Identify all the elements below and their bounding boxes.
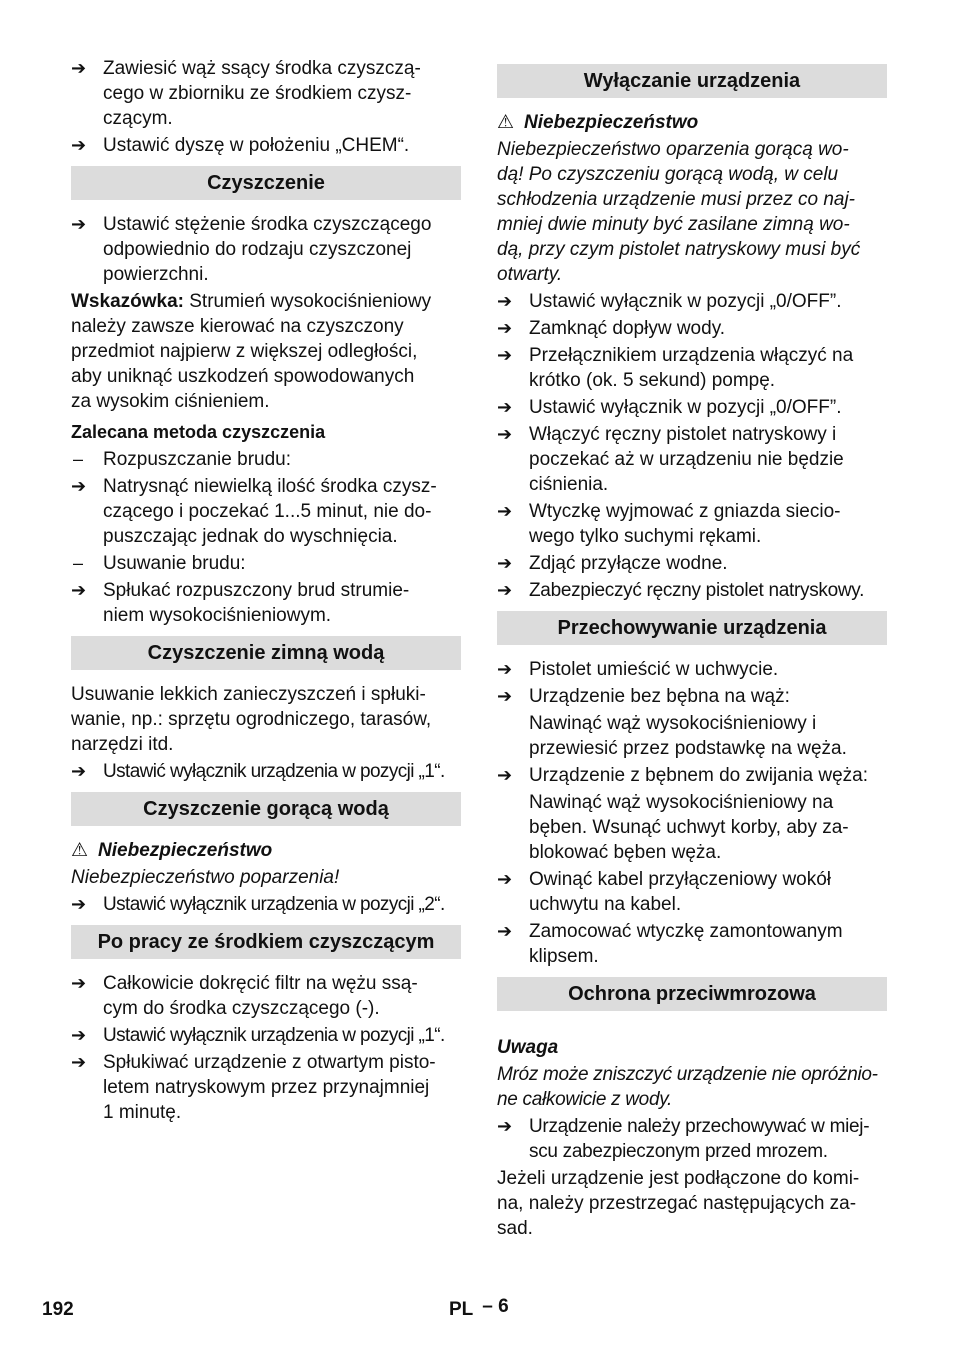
instruction-line: scu zabezpieczonym przed mrozem. xyxy=(529,1141,828,1162)
instruction-line: Przełącznikiem urządzenia włączyć na xyxy=(529,345,854,366)
instruction-item xyxy=(497,289,887,314)
instruction-line: niem wysokociśnieniowym. xyxy=(103,605,332,626)
arrow-icon: ➔ xyxy=(71,214,87,234)
danger-text xyxy=(497,137,887,287)
paragraph-line: na, należy przestrzegać następujących za- xyxy=(497,1193,857,1214)
instruction-line: Zamknąć dopływ wody. xyxy=(529,318,726,339)
left-column xyxy=(71,56,461,1127)
arrow-icon: ➔ xyxy=(497,424,513,444)
section-heading-after-detergent: Po pracy ze środkiem czyszczącym xyxy=(71,925,461,959)
paragraph-line: narzędzi itd. xyxy=(71,734,174,755)
instruction-line: ciśnienia. xyxy=(529,474,609,495)
instruction-line: Urządzenie należy przechowywać w miej- xyxy=(529,1116,870,1137)
dash-text: Usuwanie brudu: xyxy=(103,553,246,574)
instruction-line: powierzchni. xyxy=(103,264,209,285)
right-column xyxy=(497,56,887,1243)
instruction-line: blokować bęben węża. xyxy=(529,842,722,863)
arrow-icon: ➔ xyxy=(497,686,513,706)
arrow-icon: ➔ xyxy=(497,869,513,889)
instruction-item xyxy=(497,578,887,603)
arrow-icon: ➔ xyxy=(71,973,87,993)
arrow-icon: ➔ xyxy=(71,1052,87,1072)
note-line: należy zawsze kierować na czyszczony xyxy=(71,316,404,337)
instruction-line: Ustawić wyłącznik urządzenia w pozycji „2“. xyxy=(103,894,445,915)
arrow-icon: ➔ xyxy=(71,1025,87,1045)
arrow-icon: ➔ xyxy=(497,397,513,417)
instruction-item xyxy=(497,422,887,497)
danger-label: Niebezpieczeństwo xyxy=(98,840,273,861)
warning-icon: ⚠ xyxy=(71,840,89,861)
instruction-continuation xyxy=(497,790,887,865)
arrow-icon: ➔ xyxy=(497,345,513,365)
danger-line: schłodzenia urządzenie musi przez co naj- xyxy=(497,189,856,210)
instruction-item xyxy=(497,499,887,549)
paragraph-line: sad. xyxy=(497,1218,533,1239)
arrow-icon: ➔ xyxy=(497,921,513,941)
paragraph-line: wanie, np.: sprzętu ogrodniczego, tarasów, xyxy=(71,709,432,730)
instruction-line: Całkowicie dokręcić filtr na wężu ssą- xyxy=(103,973,418,994)
instruction-line: Natrysnąć niewielką ilość środka czysz- xyxy=(103,476,437,497)
section-heading-hot-water: Czyszczenie gorącą wodą xyxy=(71,792,461,826)
arrow-icon: ➔ xyxy=(71,761,87,781)
instruction-line: wego tylko suchymi rękami. xyxy=(529,526,762,547)
caution-text xyxy=(497,1062,887,1112)
page-language-indicator xyxy=(449,1297,509,1322)
instruction-line: cym do środka czyszczącego (-). xyxy=(103,998,380,1019)
instruction-line: Urządzenie z bębnem do zwijania węża: xyxy=(529,765,869,786)
note-line: za wysokim ciśnieniem. xyxy=(71,391,270,412)
instruction-item xyxy=(71,56,461,131)
instruction-line: Ustawić wyłącznik w pozycji „0/OFF”. xyxy=(529,291,842,312)
instruction-line: 1 minutę. xyxy=(103,1102,182,1123)
instruction-line: Zdjąć przyłącze wodne. xyxy=(529,553,728,574)
instruction-line: Spłukiwać urządzenie z otwartym pisto- xyxy=(103,1052,436,1073)
arrow-icon: ➔ xyxy=(71,476,87,496)
danger-title xyxy=(497,110,887,135)
language-code: PL xyxy=(449,1299,473,1320)
page-number: 192 xyxy=(42,1299,74,1320)
instruction-line: przewiesić przez podstawkę na węża. xyxy=(529,738,847,759)
instruction-line: Wtyczkę wyjmować z gniazda siecio- xyxy=(529,501,841,522)
instruction-line: poczekać aż w urządzeniu nie będzie xyxy=(529,449,844,470)
instruction-item xyxy=(497,867,887,917)
note-line: przedmiot najpierw z większej odległości, xyxy=(71,341,418,362)
arrow-icon: ➔ xyxy=(497,765,513,785)
instruction-line: bęben. Wsunąć uchwyt korby, aby za- xyxy=(529,817,849,838)
section-heading-cold-water: Czyszczenie zimną wodą xyxy=(71,636,461,670)
instruction-line: Nawinąć wąż wysokociśnieniowy na xyxy=(529,792,834,813)
dash-item xyxy=(71,551,461,576)
instruction-line: Ustawić wyłącznik urządzenia w pozycji „1“. xyxy=(103,1025,445,1046)
arrow-icon: ➔ xyxy=(71,580,87,600)
arrow-icon: ➔ xyxy=(497,318,513,338)
danger-line: mniej dwie minuty być zasilane zimną wo- xyxy=(497,214,850,235)
instruction-line: Ustawić wyłącznik w pozycji „0/OFF”. xyxy=(529,397,842,418)
instruction-line: Ustawić dyszę w położeniu „CHEM“. xyxy=(103,135,410,156)
section-heading-cleaning: Czyszczenie xyxy=(71,166,461,200)
instruction-continuation xyxy=(497,711,887,761)
instruction-line: Owinąć kabel przyłączeniowy wokół xyxy=(529,869,832,890)
instruction-item xyxy=(497,657,887,682)
instruction-line: Zamocować wtyczkę zamontowanym xyxy=(529,921,843,942)
instruction-line: puszczając jednak do wyschnięcia. xyxy=(103,526,398,547)
instruction-item xyxy=(71,133,461,158)
danger-line: Niebezpieczeństwo oparzenia gorącą wo- xyxy=(497,139,849,160)
section-heading-storage: Przechowywanie urządzenia xyxy=(497,611,887,645)
danger-line: dą! Po czyszczeniu gorącą wodą, w celu xyxy=(497,164,839,185)
instruction-line: Ustawić stężenie środka czyszczącego xyxy=(103,214,432,235)
instruction-line: Zawiesić wąż ssący środka czyszczą- xyxy=(103,58,421,79)
instruction-line: Ustawić wyłącznik urządzenia w pozycji „1“. xyxy=(103,761,445,782)
cold-water-paragraph xyxy=(71,682,461,757)
instruction-item xyxy=(71,212,461,287)
arrow-icon: ➔ xyxy=(497,1116,513,1136)
instruction-line: cego w zbiorniku ze środkiem czysz- xyxy=(103,83,412,104)
instruction-line: Zabezpieczyć ręczny pistolet natryskowy. xyxy=(529,580,865,601)
instruction-line: Włączyć ręczny pistolet natryskowy i xyxy=(529,424,837,445)
paragraph-line: Usuwanie lekkich zanieczyszczeń i spłuki- xyxy=(71,684,426,705)
instruction-item xyxy=(71,578,461,628)
instruction-line: letem natryskowym przez przynajmniej xyxy=(103,1077,430,1098)
instruction-item xyxy=(71,759,461,784)
caution-title: Uwaga xyxy=(497,1037,559,1058)
section-heading-switch-off: Wyłączanie urządzenia xyxy=(497,64,887,98)
instruction-line: czącego i poczekać 1...5 minut, nie do- xyxy=(103,501,432,522)
danger-label: Niebezpieczeństwo xyxy=(524,112,699,133)
dash-icon: – xyxy=(73,449,84,469)
instruction-item xyxy=(497,919,887,969)
instruction-item xyxy=(71,1023,461,1048)
instruction-item xyxy=(497,551,887,576)
note-paragraph xyxy=(71,289,461,414)
instruction-item xyxy=(71,474,461,549)
section-heading-frost: Ochrona przeciwmrozowa xyxy=(497,977,887,1011)
dash-text: Rozpuszczanie brudu: xyxy=(103,449,291,470)
arrow-icon: ➔ xyxy=(497,291,513,311)
instruction-item xyxy=(497,763,887,788)
note-text: Strumień wysokociśnieniowy xyxy=(183,291,432,312)
danger-line: otwarty. xyxy=(497,264,563,285)
instruction-item xyxy=(497,684,887,709)
paragraph-line: Jeżeli urządzenie jest podłączone do komi- xyxy=(497,1168,860,1189)
instruction-item xyxy=(497,395,887,420)
arrow-icon: ➔ xyxy=(71,894,87,914)
arrow-icon: ➔ xyxy=(71,135,87,155)
arrow-icon: ➔ xyxy=(497,659,513,679)
arrow-icon: ➔ xyxy=(497,553,513,573)
instruction-line: Urządzenie bez bębna na wąż: xyxy=(529,686,790,707)
caution-line: Mróz może zniszczyć urządzenie nie opróżnio- xyxy=(497,1064,878,1085)
arrow-icon: ➔ xyxy=(497,501,513,521)
instruction-item xyxy=(497,1114,887,1164)
instruction-item xyxy=(71,971,461,1021)
instruction-line: czącym. xyxy=(103,108,173,129)
dash-item xyxy=(71,447,461,472)
warning-icon: ⚠ xyxy=(497,112,515,133)
instruction-item xyxy=(497,343,887,393)
note-line: aby uniknąć uszkodzeń spowodowanych xyxy=(71,366,415,387)
instruction-item xyxy=(71,1050,461,1125)
instruction-item xyxy=(497,316,887,341)
arrow-icon: ➔ xyxy=(497,580,513,600)
note-label: Wskazówka: xyxy=(71,291,184,312)
caution-line: ne całkowicie z wody. xyxy=(497,1089,672,1110)
section-page: – 6 xyxy=(482,1296,509,1317)
instruction-line: Pistolet umieścić w uchwycie. xyxy=(529,659,779,680)
instruction-line: uchwytu na kabel. xyxy=(529,894,682,915)
danger-text: Niebezpieczeństwo poparzenia! xyxy=(71,867,340,888)
frost-paragraph xyxy=(497,1166,887,1241)
instruction-line: odpowiednio do rodzaju czyszczonej xyxy=(103,239,412,260)
instruction-line: klipsem. xyxy=(529,946,599,967)
dash-icon: – xyxy=(73,553,84,573)
instruction-line: krótko (ok. 5 sekund) pompę. xyxy=(529,370,776,391)
subheading-method: Zalecana metoda czyszczenia xyxy=(71,422,326,442)
danger-title xyxy=(71,838,461,863)
arrow-icon: ➔ xyxy=(71,58,87,78)
instruction-line: Nawinąć wąż wysokociśnieniowy i xyxy=(529,713,817,734)
danger-line: dą, przy czym pistolet natryskowy musi być xyxy=(497,239,861,260)
instruction-line: Spłukać rozpuszczony brud strumie- xyxy=(103,580,410,601)
instruction-item xyxy=(71,892,461,917)
